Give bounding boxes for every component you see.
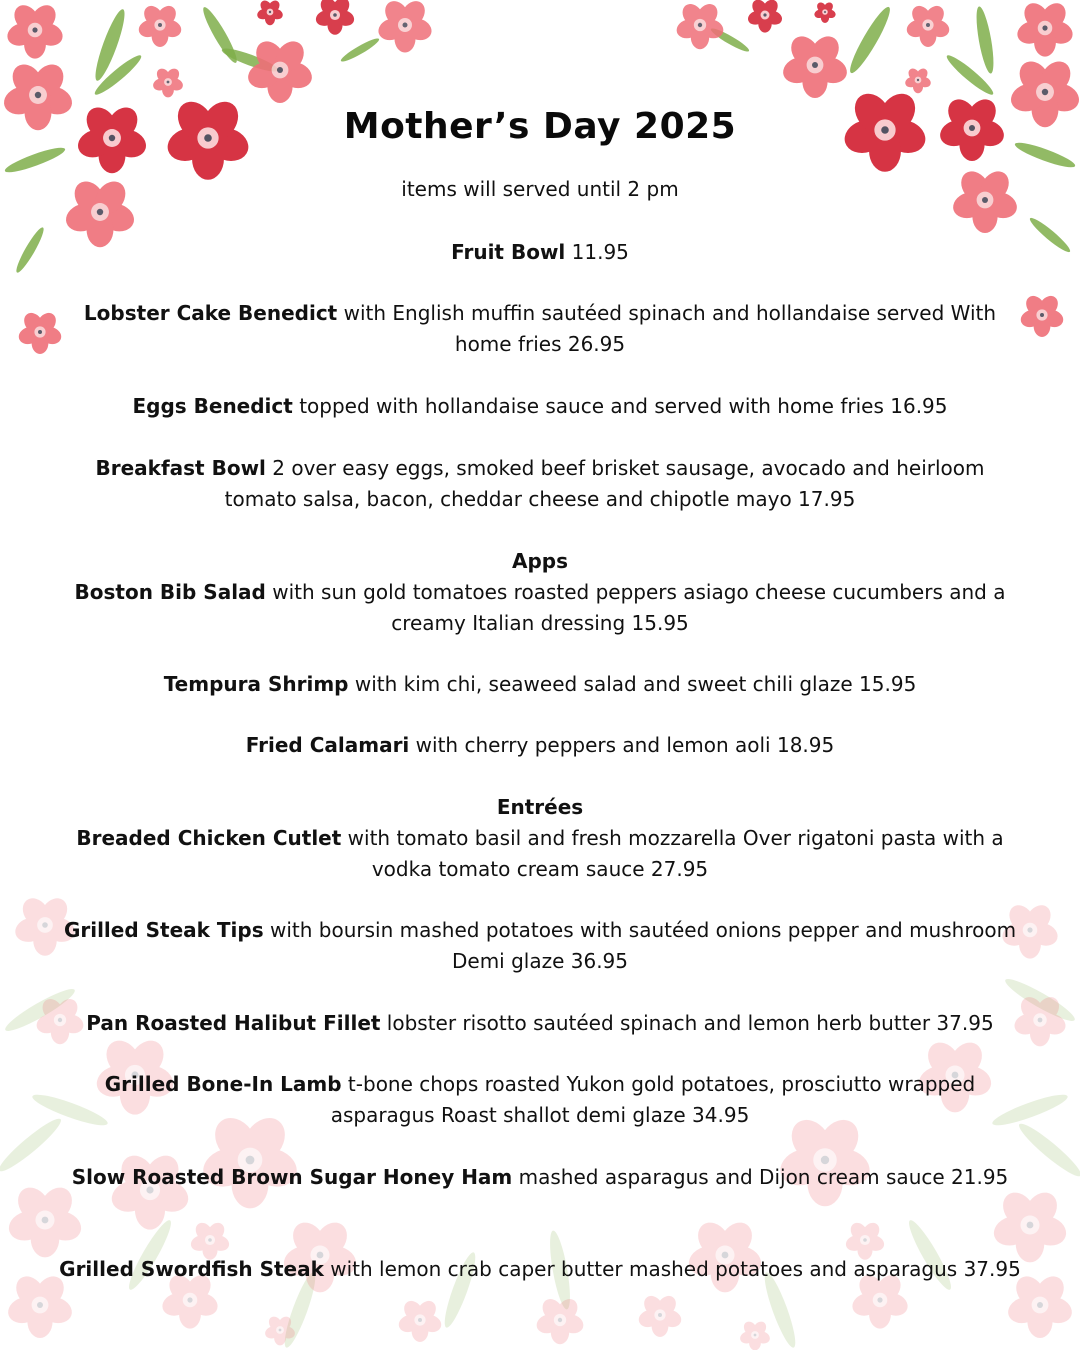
menu-title: Mother’s Day 2025: [343, 106, 737, 147]
menu-item-lobster-cake-benedict: [60, 298, 1020, 360]
menu-item-grilled-swordfish-steak: [40, 1254, 1040, 1285]
item-name: Fruit Bowl: [451, 240, 566, 264]
item-name: Grilled Steak Tips: [63, 918, 264, 942]
item-desc: t-bone chops roasted Yukon gold potatoes, prosciutto wrapped asparagus Roast shallot demi glaze 34.95: [330, 1072, 976, 1127]
item-desc: topped with hollandaise sauce and served with home fries 16.95: [292, 394, 948, 418]
menu-item-fruit-bowl: [60, 237, 1020, 268]
item-name: Eggs Benedict: [132, 394, 293, 418]
item-name: Lobster Cake Benedict: [83, 301, 338, 325]
section-heading-apps: Apps: [511, 549, 568, 573]
item-desc: lobster risotto sautéed spinach and lemon herb butter 37.95: [380, 1011, 994, 1035]
item-name: Slow Roasted Brown Sugar Honey Ham: [71, 1165, 513, 1189]
item-desc: 2 over easy eggs, smoked beef brisket sausage, avocado and heirloom tomato salsa, bacon, cheddar cheese and chipotle mayo 17.95: [224, 456, 985, 511]
item-desc: mashed asparagus and Dijon cream sauce 21.95: [512, 1165, 1009, 1189]
menu-item-pan-roasted-halibut-fillet: [30, 1008, 1050, 1039]
item-name: Fried Calamari: [245, 733, 410, 757]
item-name: Tempura Shrimp: [163, 672, 349, 696]
menu-item-brown-sugar-honey-ham: [60, 1162, 1020, 1193]
item-desc: with cherry peppers and lemon aoli 18.95: [409, 733, 835, 757]
item-name: Breaded Chicken Cutlet: [76, 826, 342, 850]
item-name: Grilled Swordfish Steak: [59, 1257, 324, 1281]
section-heading-entrees: Entrées: [496, 795, 584, 819]
service-note: items will served until 2 pm: [401, 177, 679, 201]
menu-item-boston-bib-salad: [60, 577, 1020, 639]
menu-item-tempura-shrimp: [60, 669, 1020, 700]
item-name: Boston Bib Salad: [74, 580, 266, 604]
menu-item-grilled-bone-in-lamb: [60, 1069, 1020, 1131]
item-name: Breakfast Bowl: [95, 456, 266, 480]
item-desc: with English muffin sautéed spinach and hollandaise served With home fries 26.95: [337, 301, 997, 356]
item-desc: with sun gold tomatoes roasted peppers asiago cheese cucumbers and a creamy Italian dressing 15.95: [265, 580, 1006, 635]
menu-item-grilled-steak-tips: [60, 915, 1020, 977]
menu-item-breakfast-bowl: [60, 453, 1020, 515]
item-desc: with kim chi, seaweed salad and sweet chili glaze 15.95: [348, 672, 917, 696]
item-desc: with lemon crab caper butter mashed potatoes and asparagus 37.95: [323, 1257, 1021, 1281]
menu-item-eggs-benedict: [60, 391, 1020, 422]
item-name: Pan Roasted Halibut Fillet: [86, 1011, 381, 1035]
item-desc: 11.95: [565, 240, 629, 264]
menu-item-breaded-chicken-cutlet: [60, 823, 1020, 885]
item-desc: with boursin mashed potatoes with sautéed onions pepper and mushroom Demi glaze 36.95: [263, 918, 1017, 973]
item-name: Grilled Bone-In Lamb: [104, 1072, 342, 1096]
item-desc: with tomato basil and fresh mozzarella Over rigatoni pasta with a vodka tomato cream sauce 27.95: [341, 826, 1004, 881]
menu-item-fried-calamari: [60, 730, 1020, 761]
